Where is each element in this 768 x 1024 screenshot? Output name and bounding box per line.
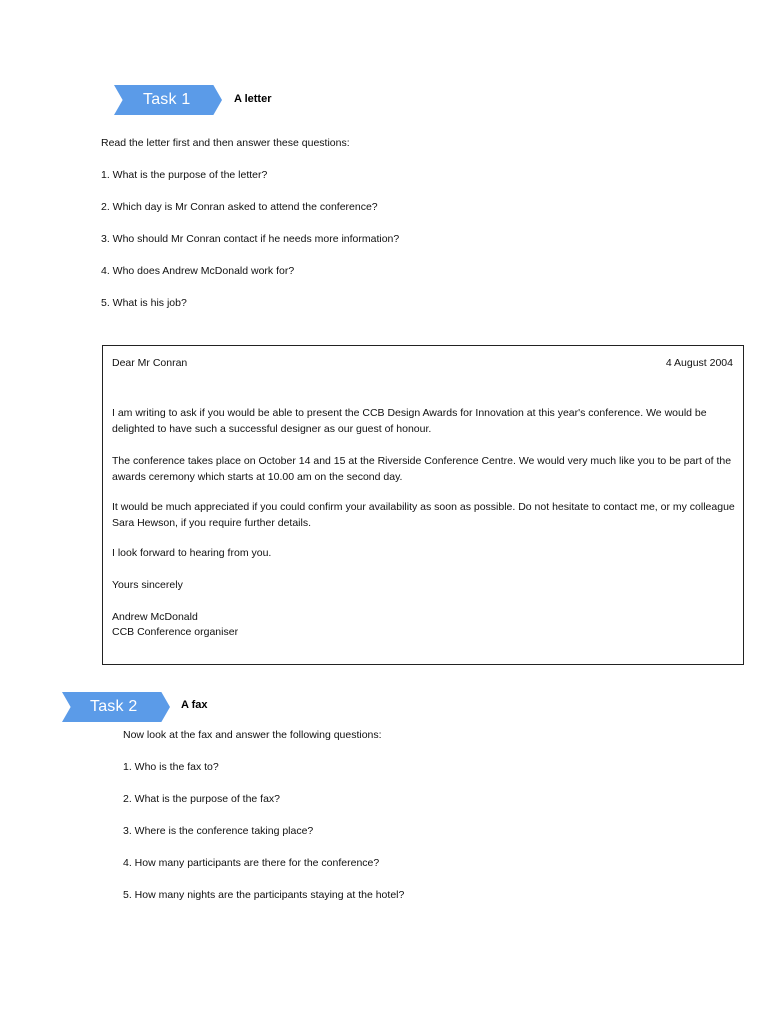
letter-paragraph-1: I am writing to ask if you would be able to present the CCB Design Awards for Innovation at this year's conference. We would be delighted to have such a successful designer as our guest of honour. [112, 407, 707, 435]
task-1-title: A letter [234, 93, 272, 105]
task-2-question-1: 1. Who is the fax to? [123, 761, 219, 773]
letter-signature-name: Andrew McDonald [112, 611, 198, 623]
task-2-question-4: 4. How many participants are there for the conference? [123, 857, 380, 869]
task-1-question-2: 2. Which day is Mr Conran asked to attend the conference? [101, 201, 378, 213]
task-1-question-5: 5. What is his job? [101, 297, 187, 309]
task-2-question-3: 3. Where is the conference taking place? [123, 825, 314, 837]
letter-closing: Yours sincerely [112, 579, 183, 591]
letter-paragraph-2: The conference takes place on October 14 and 15 at the Riverside Conference Centre. We would very much like you to be part of the awards ceremony which starts at 10.00 am on the second day. [112, 455, 732, 483]
task-2-intro: Now look at the fax and answer the following questions: [123, 729, 382, 741]
task-1-question-3: 3. Who should Mr Conran contact if he needs more information? [101, 233, 400, 245]
task-2-question-2: 2. What is the purpose of the fax? [123, 793, 281, 805]
task-2-title: A fax [181, 699, 208, 711]
task-1-label: Task 1 [143, 91, 191, 108]
letter-signature-title: CCB Conference organiser [112, 626, 239, 638]
letter-greeting: Dear Mr Conran [112, 357, 188, 369]
letter-paragraph-3: It would be much appreciated if you could confirm your availability as soon as possible. Do not hesitate to contact me, or my colleague Sara Hewson, if you require further details. [112, 501, 735, 529]
letter-date: 4 August 2004 [665, 357, 733, 369]
task-1-question-4: 4. Who does Andrew McDonald work for? [101, 265, 295, 277]
letter-paragraph-4: I look forward to hearing from you. [112, 547, 272, 559]
task-2-label: Task 2 [90, 698, 138, 715]
task-1-intro: Read the letter first and then answer these questions: [101, 137, 350, 149]
task-1-question-1: 1. What is the purpose of the letter? [101, 169, 268, 181]
task-2-question-5: 5. How many nights are the participants staying at the hotel? [123, 889, 405, 901]
letter-box [102, 345, 744, 665]
